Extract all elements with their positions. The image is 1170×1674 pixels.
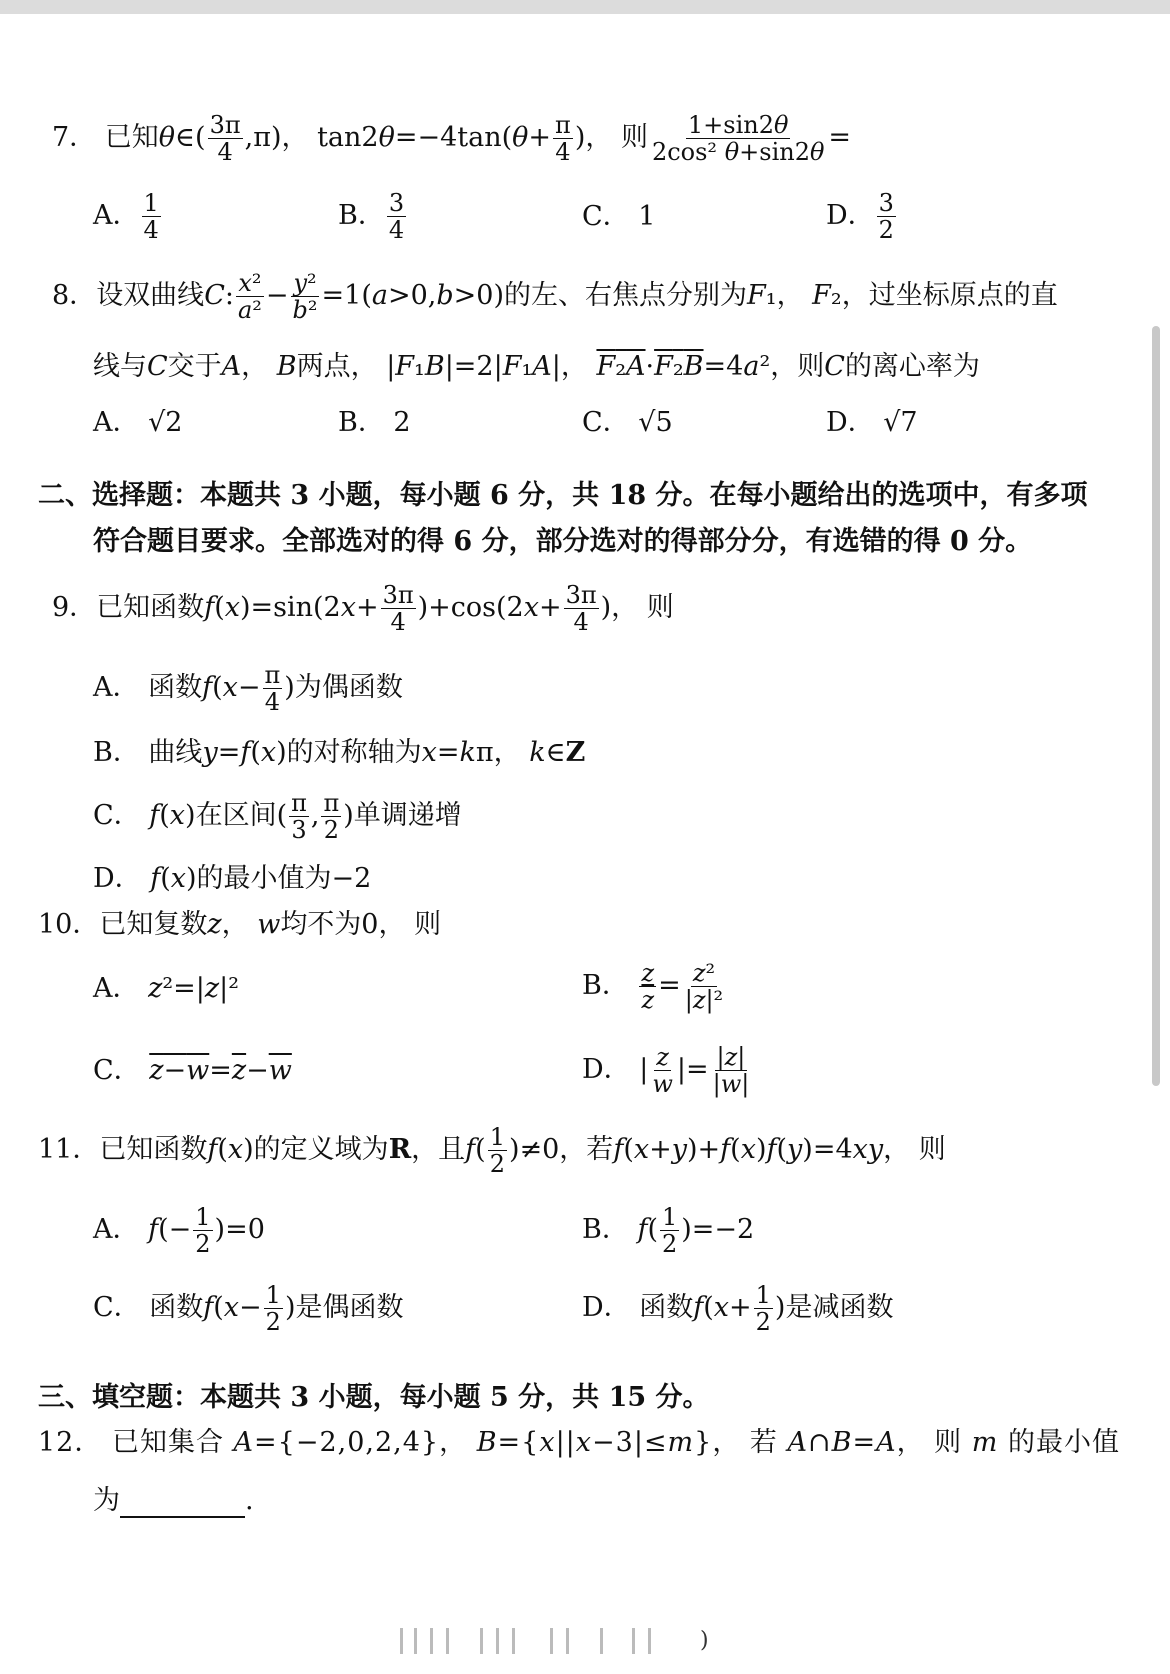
question-11: 11．已知函数f(x)的定义域为R，且f( $\frac{1}{2}$ )≠0，若f(x+y)+f(x)f(y)=4xy， 则 bbox=[38, 1123, 946, 1178]
q8-option-b: B． 2 bbox=[338, 407, 411, 438]
q11-option-b: B． f( $\frac{1}{2}$ )=−2 bbox=[582, 1203, 755, 1258]
q7-option-c: C． 1 bbox=[582, 201, 656, 232]
question-7: 7． 已知θ∈( $\frac{3\pi}{4}$ ,π)， tan2θ=−4tan(θ+ $\frac{\pi}{4}$ )， 则 $\frac{1+\sin 2\theta}{\text{2cos² θ+sin2θ}}$ = bbox=[52, 111, 852, 166]
question-10: 10．已知复数z， w均不为0， 则 bbox=[38, 909, 442, 940]
q11-option-a: A． f(− $\frac{1}{2}$ )=0 bbox=[93, 1203, 265, 1258]
q8-option-a: A． √2 bbox=[93, 407, 183, 438]
section-3-heading: 三、填空题：本题共 3 小题，每小题 5 分，共 15 分。 bbox=[38, 1382, 710, 1413]
q7-option-a: A． $\frac{1}{4}$ bbox=[93, 189, 159, 244]
q11-option-c: C． 函数f(x− $\frac{1}{2}$ )是偶函数 bbox=[93, 1281, 404, 1336]
question-number: 7． bbox=[52, 122, 97, 153]
footer-marks bbox=[400, 1628, 720, 1656]
q9-option-b: B． 曲线y=f(x)的对称轴为x=kπ， k∈Z bbox=[93, 737, 586, 768]
exam-page bbox=[0, 14, 1170, 1674]
q8-option-c: C． √5 bbox=[582, 407, 673, 438]
question-12-line2: 为 . bbox=[93, 1485, 254, 1516]
answer-blank[interactable] bbox=[120, 1492, 245, 1518]
q10-option-b: B． $\frac{z}{z}$ = $\frac{\text{z²}}{\text{|z|²}}$ bbox=[582, 959, 724, 1014]
q10-option-d: D． | $\frac{z}{w}$ |= $\frac{|z|}{|w|}$ bbox=[582, 1043, 750, 1098]
q9-option-c: C． f(x)在区间( $\frac{\pi}{3}$ , $\frac{\pi}{2}$ )单调递增 bbox=[93, 789, 462, 844]
q7-option-b: B． $\frac{3}{4}$ bbox=[338, 189, 405, 244]
question-8-line2: 线与C交于A， B两点， |F₁B|=2|F₁A|， F₂A·F₂B=4a²，则C的离心率为 bbox=[93, 351, 980, 382]
section-2-heading-line2: 符合题目要求。全部选对的得 6 分，部分选对的得部分分，有选错的得 0 分。 bbox=[93, 526, 1033, 557]
q11-option-d: D． 函数f(x+ $\frac{1}{2}$ )是减函数 bbox=[582, 1281, 894, 1336]
question-8: 8．设双曲线C: $\frac{\text{x²}}{\text{a²}}$ − $\frac{\text{y²}}{\text{b²}}$ =1(a>0,b>0)的左、右焦点分别为F₁， F₂，过坐标原点的直 bbox=[52, 269, 1058, 324]
q10-option-c: C． $z-w=\overline{z}-\overline{w}$ bbox=[93, 1055, 292, 1086]
q9-option-d: D． f(x)的最小值为−2 bbox=[93, 863, 372, 894]
q10-option-a: A． z²=|z|² bbox=[93, 973, 240, 1004]
q7-option-d: D． $\frac{3}{2}$ bbox=[826, 189, 894, 244]
footer-paren: ) bbox=[700, 1628, 709, 1653]
q8-option-d: D． √7 bbox=[826, 407, 918, 438]
question-9: 9．已知函数f(x)=sin(2x+ $\frac{3\pi}{4}$ )+cos(2x+ $\frac{3\pi}{4}$ )， 则 bbox=[52, 581, 674, 636]
scrollbar[interactable] bbox=[1152, 326, 1160, 1086]
section-2-heading: 二、选择题：本题共 3 小题，每小题 6 分，共 18 分。在每小题给出的选项中，有多项 bbox=[38, 480, 1088, 511]
q9-option-a: A． 函数f(x− $\frac{\pi}{4}$ )为偶函数 bbox=[93, 661, 403, 716]
question-12: 12． 已知集合 A={−2,0,2,4}， B={x||x−3|≤m}， 若 A∩B=A， 则 m 的最小值 bbox=[38, 1427, 1120, 1458]
top-strip bbox=[0, 0, 1170, 14]
